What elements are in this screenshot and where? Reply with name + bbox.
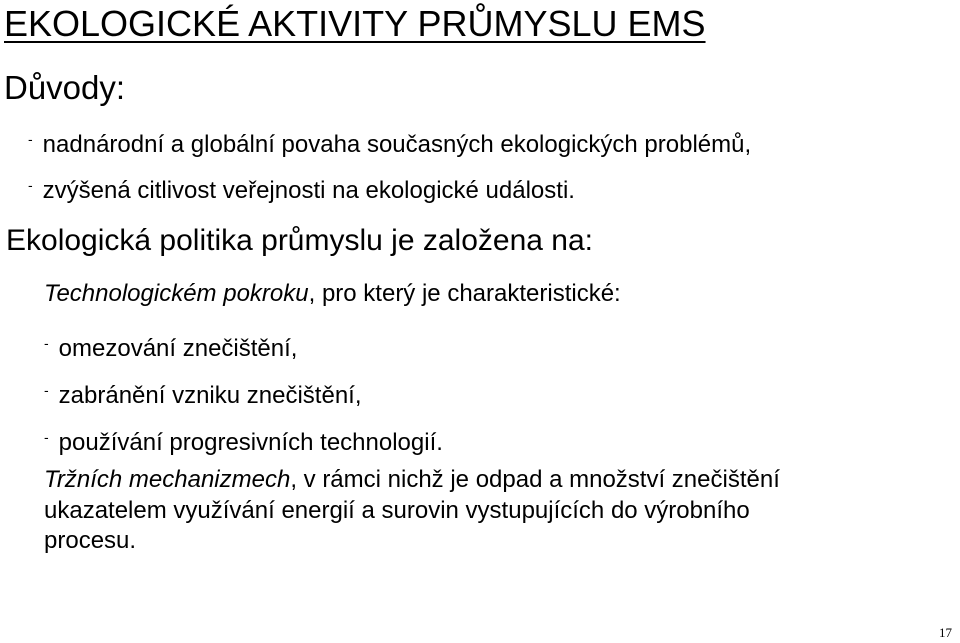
- technology-item-text: zabránění vzniku znečištění,: [58, 382, 362, 409]
- reason-text: nadnárodní a globální povaha současných ekologických problémů,: [42, 131, 752, 158]
- reason-text: zvýšená citlivost veřejnosti na ekologické události.: [42, 177, 575, 204]
- market-lead: Tržních mechanizmech: [44, 466, 291, 493]
- market-line-3: procesu.: [44, 527, 137, 554]
- dash-bullet: -: [28, 131, 33, 147]
- dash-bullet: -: [44, 429, 49, 445]
- technology-item: [44, 375, 362, 411]
- page-number: 17: [939, 625, 952, 640]
- market-line-1: [44, 463, 949, 497]
- technology-item: [44, 422, 443, 458]
- dash-bullet: -: [44, 382, 49, 398]
- technology-lead-rest: , pro který je charakteristické:: [308, 280, 621, 307]
- technology-item-text: omezování znečištění,: [58, 335, 298, 362]
- reason-item: [28, 124, 751, 160]
- reasons-heading: Důvody:: [4, 69, 126, 106]
- dash-bullet: -: [44, 335, 49, 351]
- market-line-1-rest: , v rámci nichž je odpad a množství znečištění: [290, 466, 780, 493]
- page-title: EKOLOGICKÉ AKTIVITY PRŮMYSLU EMS: [4, 3, 706, 44]
- policy-heading: Ekologická politika průmyslu je založena na:: [6, 224, 593, 257]
- technology-paragraph: [44, 279, 621, 309]
- technology-item-text: používání progresivních technologií.: [58, 429, 443, 456]
- market-line-2: ukazatelem využívání energií a surovin vystupujících do výrobního: [44, 497, 750, 524]
- reason-item: [28, 170, 575, 206]
- technology-lead: Technologickém pokroku: [44, 280, 309, 307]
- dash-bullet: -: [28, 177, 33, 193]
- technology-item: [44, 328, 297, 364]
- market-paragraph: [44, 463, 949, 558]
